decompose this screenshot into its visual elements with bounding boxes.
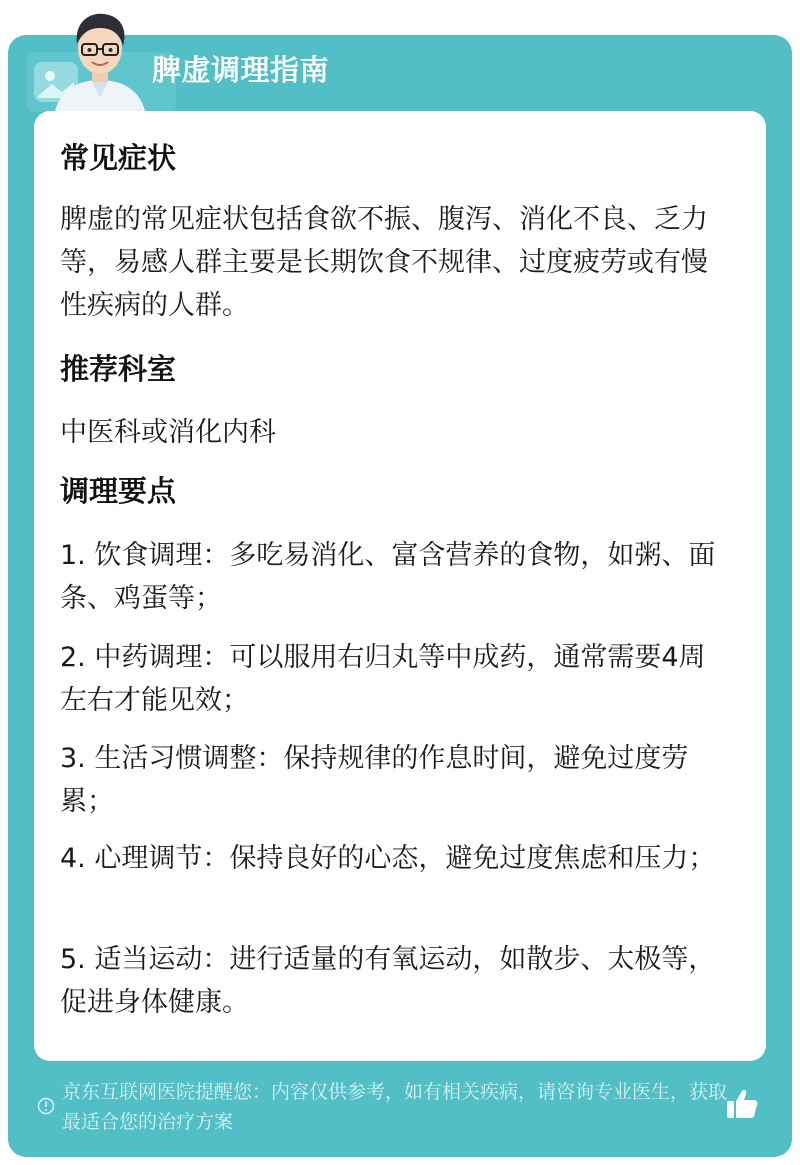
thumbs-up-icon[interactable] <box>724 1086 760 1122</box>
footer-notice: 京东互联网医院提醒您：内容仅供参考，如有相关疾病，请咨询专业医生，获取最适合您的治疗方案 <box>62 1081 728 1133</box>
page-title: 脾虚调理指南 <box>152 53 330 87</box>
tip-item-4: 4. 心理调节：保持良好的心态，避免过度焦虑和压力； <box>60 843 716 874</box>
department-title: 推荐科室 <box>60 352 177 386</box>
symptoms-title: 常见症状 <box>60 141 177 175</box>
tip-item-1: 1. 饮食调理：多吃易消化、富含营养的食物，如粥、面条、鸡蛋等； <box>60 540 716 614</box>
info-icon <box>37 1097 55 1115</box>
department-text: 中医科或消化内科 <box>60 417 276 448</box>
tips-title: 调理要点 <box>60 474 177 508</box>
symptoms-text: 脾虚的常见症状包括食欲不振、腹泻、消化不良、乏力等，易感人群主要是长期饮食不规律、过度疲劳或有慢性疾病的人群。 <box>60 204 708 321</box>
tip-item-2: 2. 中药调理：可以服用右归丸等中成药，通常需要4周左右才能见效； <box>60 642 706 716</box>
tip-item-3: 3. 生活习惯调整：保持规律的作息时间，避免过度劳累； <box>60 743 689 817</box>
doctor-avatar <box>44 4 156 116</box>
tip-item-5: 5. 适当运动：进行适量的有氧运动，如散步、太极等，促进身体健康。 <box>60 944 716 1018</box>
